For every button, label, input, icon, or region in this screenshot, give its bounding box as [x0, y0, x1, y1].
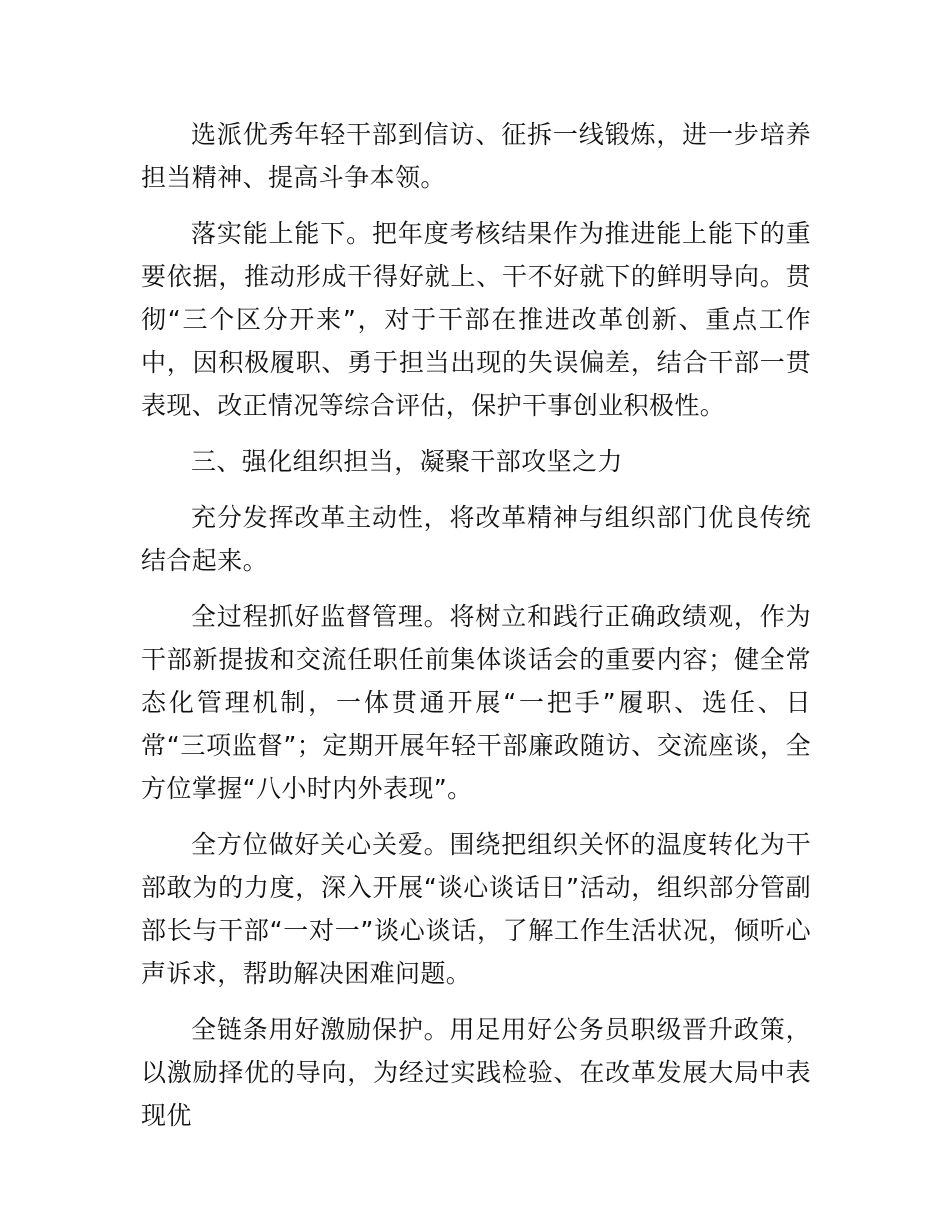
document-body: [141, 113, 811, 1150]
paragraph-2: 落实能上能下。把年度考核结果作为推进能上能下的重要依据，推动形成干得好就上、干不好就下的鲜明导向。贯彻“三个区分开来”，对于干部在推进改革创新、重点工作中，因积极履职、勇于担当出现的失误偏差，结合干部一贯表现、改正情况等综合评估，保护干事创业积极性。: [141, 219, 811, 420]
section-heading: 三、强化组织担当，凝聚干部攻坚之力: [191, 447, 623, 476]
paragraph-1: 选派优秀年轻干部到信访、征拆一线锻炼，进一步培养担当精神、提高斗争本领。: [141, 120, 811, 192]
paragraph-4: 全过程抓好监督管理。将树立和践行正确政绩观，作为干部新提拔和交流任职任前集体谈话会的重要内容；健全常态化管理机制，一体贯通开展“一把手”履职、选任、日常“三项监督”；定期开展年轻干部廉政随访、交流座谈，全方位掌握“八小时内外表现”。: [141, 602, 811, 803]
paragraph-3: 充分发挥改革主动性，将改革精神与组织部门优良传统结合起来。: [141, 503, 811, 575]
paragraph-5: 全方位做好关心关爱。围绕把组织关怀的温度转化为干部敢为的力度，深入开展“谈心谈话日”活动，组织部分管副部长与干部“一对一”谈心谈话，了解工作生活状况，倾听心声诉求，帮助解决困难问题。: [141, 830, 811, 988]
paragraph-6: 全链条用好激励保护。用足用好公务员职级晋升政策，以激励择优的导向，为经过实践检验、在改革发展大局中表现优: [141, 1015, 811, 1130]
